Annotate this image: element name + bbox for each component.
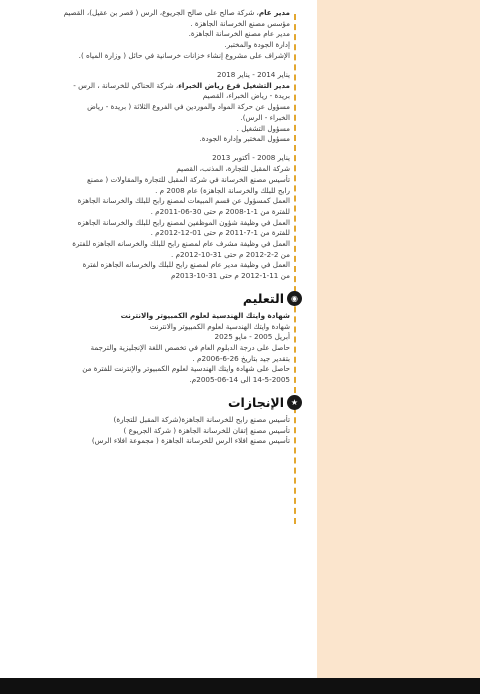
job-detail: من 2-2-2012 م حتى 31-10-2012م . xyxy=(171,249,290,259)
education-detail: شهادة وايتك الهندسية لعلوم الكمبيوتر والانترنت xyxy=(149,321,290,331)
job-detail: مؤسس مصنع الخرسانة الجاهزة . xyxy=(190,18,290,28)
job-company: ، شركة صالح على صالح الجريوع، الرس ( قصر بن عقيل)، القصيم xyxy=(63,8,259,17)
timeline-dashed-line xyxy=(294,14,296,524)
achievement-item: تأسيس مصنع إتقان للخرسانة الجاهزة ( شركة الجريوع ) xyxy=(123,425,290,435)
bottom-dark-strip xyxy=(0,678,480,694)
job-detail: بريدة - رياض الخبراء، القصيم xyxy=(202,91,290,101)
job-detail: مسؤول عن حركة المواد والموردين في الفروع الثلاثة ( بريدة - رياض xyxy=(87,102,290,112)
job-detail: من 11-1-2012 م حتى 31-10-2013م xyxy=(171,271,290,281)
education-degree: شهادة وايتك الهندسية لعلوم الكمبيوتر والانترنت xyxy=(120,310,290,320)
job-title: مدير عام xyxy=(258,8,290,17)
education-detail: حاصل على درجة الدبلوم العام في تخصص اللغة الإنجليزية والترجمة xyxy=(90,342,290,352)
job-detail: شركة المقبل للتجارة، المذنب، القصيم xyxy=(176,164,290,174)
job-title: مدير التشغيل فرع رياض الخبراء xyxy=(178,80,290,90)
achievement-item: تأسيس مصنع افلاء الرس للخرسانة الجاهزة ( مجموعة افلاء الرس) xyxy=(91,436,290,446)
job-detail: الإشراف على مشروع إنشاء خزانات خرسانية في حائل ( وزارة المياه ). xyxy=(78,50,290,60)
job-detail: مدير عام مصنع الخرسانة الجاهزة. xyxy=(188,29,290,39)
achievement-item: تأسيس مصنع رابح للخرسانة الجاهزة(شركة المقبل للتجارة) xyxy=(113,414,290,424)
job-detail: مسؤول التشغيل . xyxy=(236,123,290,133)
side-panel xyxy=(317,0,480,678)
education-badge-icon: ◉ xyxy=(287,291,302,306)
achievements-heading: الإنجازات xyxy=(227,394,284,410)
job-detail: تأسيس مصنع الخرسانة في شركة المقبل للتجارة والمقاولات ( مصنع xyxy=(87,174,290,184)
education-heading: التعليم xyxy=(242,290,284,306)
education-detail: بتقدير جيد بتاريخ 26-6-2006م . xyxy=(192,353,290,363)
job-period: يناير 2008 - أكتوبر 2013 xyxy=(212,153,290,163)
job-detail: مسؤول المختبر وإدارة الجودة. xyxy=(199,134,290,144)
education-detail: 14-5-2005 الى 14-06-2005م. xyxy=(189,375,290,385)
job-detail: العمل كمسؤول عن قسم المبيعات لمصنع رابح للبلك والخرسانة الجاهزة xyxy=(77,196,290,206)
job-detail: العمل في وظيفة مدير عام لمصنع رابح للبلك والخرسانه الجاهزه لفترة xyxy=(82,260,290,270)
job-title-line xyxy=(16,81,290,92)
main-column xyxy=(16,8,299,447)
education-section-header xyxy=(16,290,298,308)
job-detail: رابح للبلك والخرسانة الجاهزة) عام 2008 م . xyxy=(155,185,290,195)
job-detail: للفترة من 1-1-2008 م حتى 30-06-2011م . xyxy=(150,206,290,216)
job-detail: الخبراء - الرس). xyxy=(240,112,290,122)
education-detail: حاصل على شهادة وايتك الهندسية لعلوم الكمبيوتر والإنترنت للفترة من xyxy=(82,364,290,374)
star-badge-icon: ★ xyxy=(287,395,302,410)
job-detail: للفترة من 1-7-2011 م حتى 01-12-2012م . xyxy=(150,228,290,238)
job-detail: العمل في وظيفة مشرف عام لمصنع رابح للبلك والخرسانه الجاهزه للفترة xyxy=(72,239,290,249)
job-period: يناير 2014 - يناير 2018 xyxy=(217,70,290,80)
job-detail: العمل في وظيفة شؤون الموظفين لمصنع رابح للبلك والخرسانة الجاهزه xyxy=(77,217,290,227)
job-company: ، شركة الحناكي للخرسانة ، الرس - xyxy=(73,80,179,90)
job-title-line xyxy=(16,8,290,19)
education-detail: أبريل 2005 - مايو 2025 xyxy=(214,332,290,342)
achievements-section-header xyxy=(16,394,299,412)
job-detail: إدارة الجودة والمختبر. xyxy=(224,40,290,50)
